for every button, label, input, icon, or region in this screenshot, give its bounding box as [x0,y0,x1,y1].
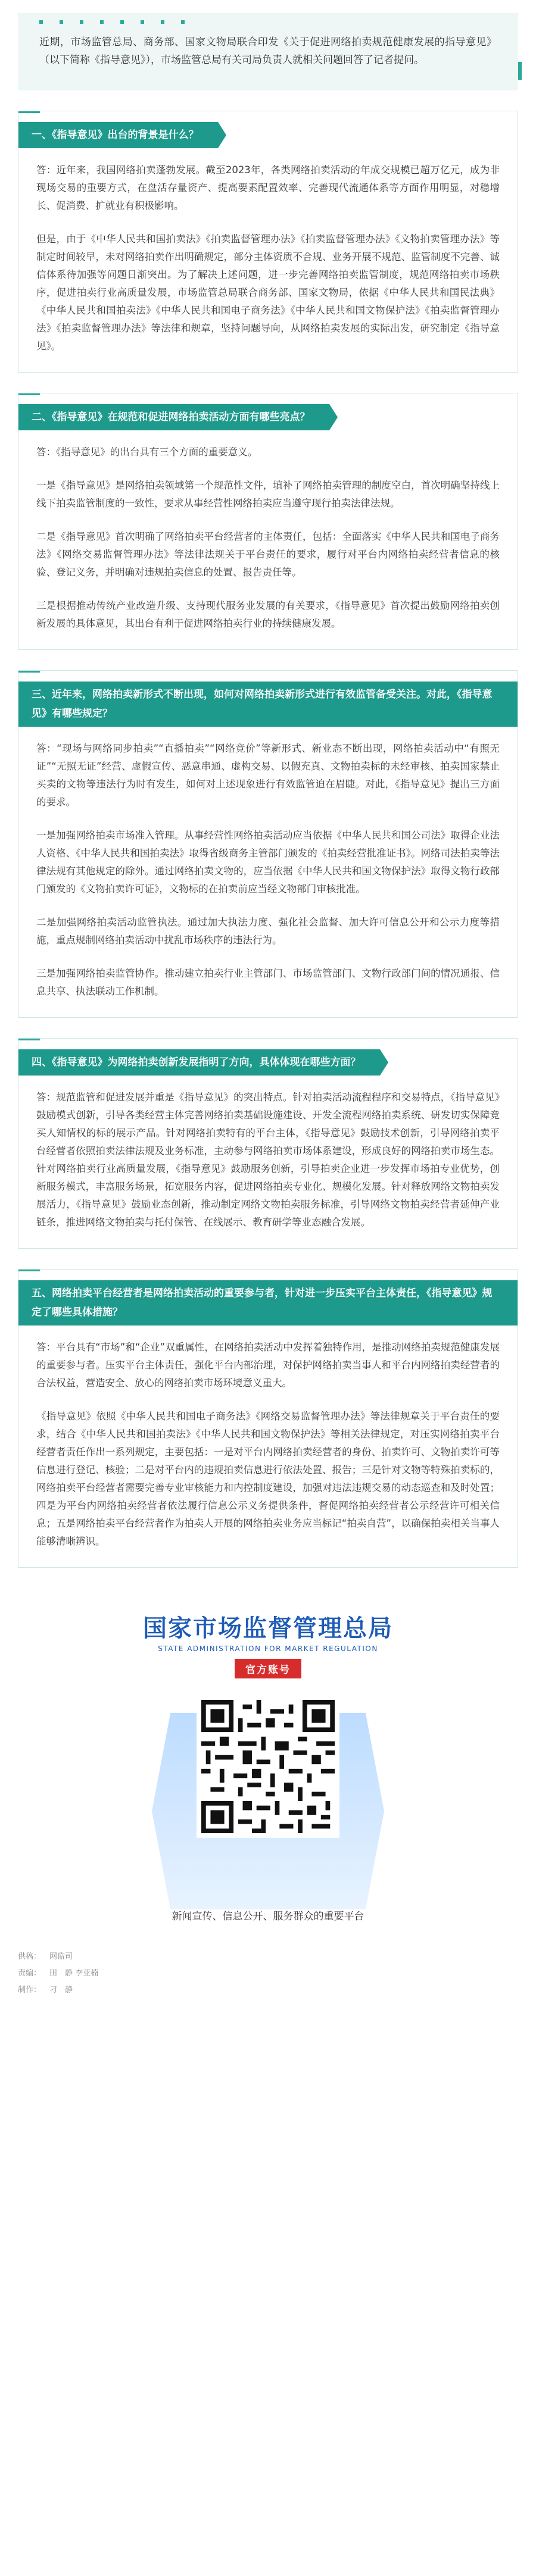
qr-code[interactable] [197,1695,339,1838]
section-heading-text: 二、《指导意见》在规范和促进网络拍卖活动方面有哪些亮点？ [32,411,310,423]
section-heading-text: 一、《指导意见》出台的背景是什么？ [32,129,199,141]
section-3-para-1: 答：“现场与网络同步拍卖”“直播拍卖”“网络竞价”等新形式、新业态不断出现，网络拍卖活动中“有照无证”“无照无证”经营、虚假宣传、恶意串通、虚构交易、以假充真、文物拍卖标的未经审核、拍卖国家禁止买卖的文物等违法行为时有发生，如何对上述现象进行有效监管迫在眉睫。对此，《指导意见》提出三方面的要求。 [36,743,500,808]
section-4 [18,1038,518,1249]
section-heading-text: 四、《指导意见》为网络拍卖创新发展指明了方向，具体体现在哪些方面？ [32,1056,361,1068]
section-3-para-3: 二是加强网络拍卖活动监管执法。通过加大执法力度、强化社会监督、加大许可信息公开和公示力度等措施，重点规制网络拍卖活动中扰乱市场秩序的违法行为。 [36,917,500,946]
decorative-dots [39,20,185,24]
official-account-tag: 官方账号 [235,1659,301,1678]
section-5-heading [18,1280,518,1325]
section-3 [18,670,518,1018]
intro-text: 近期，市场监管总局、商务部、国家文物局联合印发《关于促进网络拍卖规范健康发展的指导意见》（以下简称《指导意见》），市场监管总局有关司局负责人就相关问题回答了记者提问。 [39,36,497,66]
section-1-para-2: 但是，由于《中华人民共和国拍卖法》《拍卖监督管理办法》《拍卖监督管理办法》《文物拍卖管理办法》等制定时间较早，未对网络拍卖作出明确规定，部分主体资质不合规、业务开展不规范、监管制度不完善、诚信体系待加强等问题日渐突出。为了解决上述问题，进一步完善网络拍卖监管制度，规范网络拍卖市场秩序，促进拍卖行业高质量发展，市场监管总局联合商务部、国家文物局，依据《中华人民共和国民法典》《中华人民共和国拍卖法》《中华人民共和国电子商务法》《中华人民共和国文物保护法》《拍卖监督管理办法》《拍卖监督管理办法》等法律和规章，坚持问题导向，从网络拍卖发展的实际出发，研究制定《指导意见》。 [36,233,500,352]
section-2-para-2: 一是《指导意见》是网络拍卖领域第一个规范性文件，填补了网络拍卖管理的制度空白，首次明确坚持线上线下拍卖监管制度的一致性，要求从事经营性网络拍卖应当遵守现行拍卖法律法规。 [36,480,500,509]
credits-block [18,1949,518,1999]
section-5 [18,1269,518,1568]
qr-code-icon [201,1700,335,1833]
decorative-bar [518,62,522,80]
section-heading-text: 三、近年来，网络拍卖新形式不断出现，如何对网络拍卖新形式进行有效监管备受关注。对此，《指导意见》有哪些规定？ [32,689,493,720]
section-2 [18,393,518,650]
section-2-heading [18,404,329,430]
section-3-para-2: 一是加强网络拍卖市场准入管理。从事经营性网络拍卖活动应当依据《中华人民共和国公司法》取得企业法人资格、《中华人民共和国拍卖法》取得省级商务主管部门颁发的《拍卖经营批准证书》。网络司法拍卖等法律法规有其他规定的除外。通过网络拍卖文物的，应当依据《中华人民共和国文物保护法》取得文物行政部门颁发的《文物拍卖许可证》，文物标的在拍卖前应当经文物部门审核批准。 [36,830,500,895]
section-3-para-4: 三是加强网络拍卖监管协作。推动建立拍卖行业主管部门、市场监管部门、文物行政部门间的情况通报、信息共享、执法联动工作机制。 [36,968,500,997]
samr-logo-title: 国家市场监督管理总局 [143,1614,393,1642]
section-2-para-1: 答：《指导意见》的出台具有三个方面的重要意义。 [36,446,258,458]
credit-row: 制作： 刁 静 [18,1986,73,1994]
samr-logo-subtitle: STATE ADMINISTRATION FOR MARKET REGULATION [158,1645,378,1653]
section-4-heading [18,1049,380,1076]
footer-line-2: 新闻宣传、信息公开、服务群众的重要平台 [172,1911,364,1922]
section-2-para-4: 三是根据推动传统产业改造升级、支持现代服务业发展的有关要求，《指导意见》首次提出鼓励网络拍卖创新发展的具体意见，其出台有利于促进网络拍卖行业的持续健康发展。 [36,600,500,629]
section-1 [18,111,518,373]
intro-card [18,13,518,90]
section-1-para-1: 答：近年来，我国网络拍卖蓬勃发展。截至2023年，各类网络拍卖活动的年成交规模已超万亿元，成为非现场交易的重要方式，在盘活存量资产、提高要素配置效率、完善现代流通体系等方面作用明显，对稳增长、促消费、扩就业有积极影响。 [36,164,500,211]
footer-logo-block [0,1609,536,1925]
section-3-heading [18,681,518,727]
credit-row: 责编： 田 静 李亚楠 [18,1969,99,1978]
section-5-para-1: 答：平台具有“市场”和“企业”双重属性，在网络拍卖活动中发挥着独特作用，是推动网络拍卖规范健康发展的重要参与者。压实平台主体责任，强化平台内部治理，对保护网络拍卖当事人和平台内网络拍卖经营者的合法权益，营造安全、放心的网络拍卖市场环境意义重大。 [36,1342,500,1389]
section-1-heading [18,122,218,148]
credit-row: 供稿： 网监司 [18,1952,73,1961]
section-2-para-3: 二是《指导意见》首次明确了网络拍卖平台经营者的主体责任，包括：全面落实《中华人民共和国电子商务法》《网络交易监督管理办法》等法律法规关于平台责任的要求，履行对平台内网络拍卖经营者信息的核验、登记义务，并明确对违规拍卖信息的处置、报告责任等。 [36,531,500,578]
section-4-para-1: 答：规范监管和促进发展并重是《指导意见》的突出特点。针对拍卖活动流程程序和交易特点，《指导意见》鼓励模式创新，引导各类经营主体完善网络拍卖基础设施建设、开发全流程网络拍卖系统、研发切实保障竞买人知情权的标的展示产品。针对网络拍卖特有的平台主体，《指导意见》鼓励技术创新，引导网络拍卖平台经营者依照拍卖法律法规及业务标准，主动参与网络拍卖市场体系建设，形成良好的网络拍卖市场生态。针对网络拍卖行业高质量发展，《指导意见》鼓励服务创新，引导拍卖企业进一步发挥市场拍专业优势，创新服务模式，丰富服务场景，拓宽服务内容，促进网络拍卖专业化、规模化发展。针对释放网络文物拍卖发展活力，《指导意见》鼓励业态创新，推动制定网络文物拍卖服务标准，引导网络文物拍卖经营者延伸产业链条，推进网络文物拍卖与托付保管、在线展示、教育研学等业态融合发展。 [36,1092,500,1228]
section-heading-text: 五、网络拍卖平台经营者是网络拍卖活动的重要参与者，针对进一步压实平台主体责任，《指导意见》规定了哪些具体措施？ [32,1287,493,1318]
section-5-para-2: 《指导意见》依照《中华人民共和国电子商务法》《网络交易监督管理办法》等法律规章关于平台责任的要求，结合《中华人民共和国拍卖法》《中华人民共和国文物保护法》等相关法律规定，对压实网络拍卖平台经营者责任作出一系列规定，主要包括：一是对平台内网络拍卖经营者的身份、拍卖许可、文物拍卖许可等信息进行登记、核验；二是对平台内的违规拍卖信息进行依法处置、报告；三是针对文物等特殊拍卖标的，网络拍卖平台经营者需要完善专业审核能力和内控制度建设，加强对违法违规交易的动态巡查和及时处置；四是为平台内网络拍卖经营者依法履行信息公示义务提供条件，督促网络拍卖经营者公示经营许可相关信息；五是网络拍卖平台经营者作为拍卖人开展的网络拍卖业务应当标记“拍卖自营”，以确保拍卖相关当事人能够清晰辨识。 [36,1411,500,1547]
qr-code-frame [152,1689,384,1927]
